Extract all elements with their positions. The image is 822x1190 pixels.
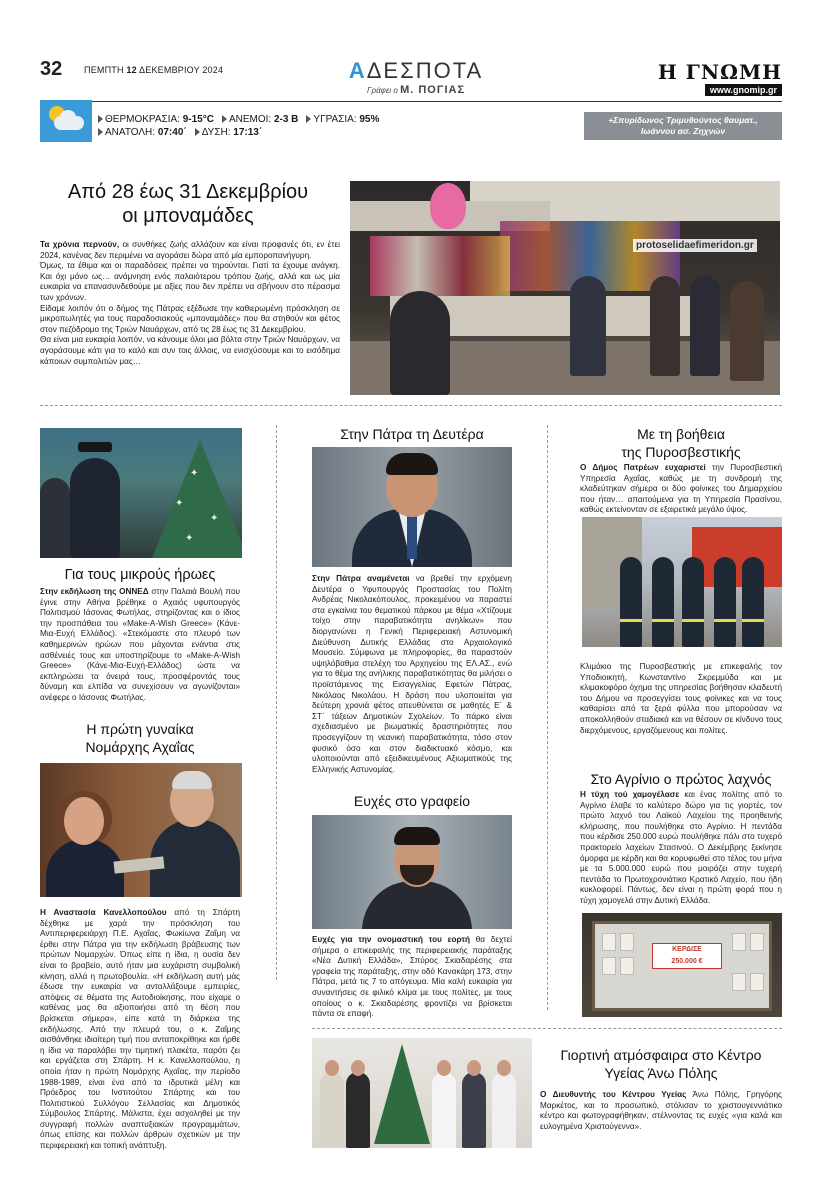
weather-row-2: ΑΝΑΤΟΛΗ: 07:40΄ ΔΥΣΗ: 17:13΄ [98,127,262,138]
christmas-tree-photo: ✦ ✦ ✦ ✦ [40,428,242,558]
firefighters-photo [582,517,782,647]
woman-headline: Η πρώτη γυναίκα Νομάρχης Αχαΐας [85,721,195,755]
lead-headline: Από 28 έως 31 Δεκεμβρίου οι μποναμάδες [67,181,309,227]
triangle-bullet-icon [98,115,103,123]
column-rule [547,425,548,1010]
lead-body: Τα χρόνια περνούν, οι συνθήκες ζωής αλλάζουν και είναι προφανές ότι, εν έτει 2024, κανένας δεν περιμένει να αγοράσει δώρα από μία εμποροπανήγυρη. Όμως, τα έθιμα και οι παραδόσεις πρέπει να τηρούνται. Γιατί τα έχουμε ανάγκη. Και όχι μόνο ως… ανάμνηση ενός παλαιότερου τρόπου ζωής, αλλά και ως μία ευκαιρία να επανασυνδεθούμε με αξίες που δεν πρέπει να σβήνουν στο πέρασμα των χρόνων. Είδαμε λοιπόν ότι ο δήμος της Πάτρας εξέδωσε την καθιερωμένη πρόσκληση σε μικροπωλητές για τους παραδοσιακούς «μποναμάδες» που θα στηθούν και φέτος στον πεζόδρομο της Τριών Ναυάρχων, από τις 28 έως τις 31 Δεκεμβρίου. Θα είναι μια ευκαιρία λοιπόν, να κάνουμε όλοι μια βόλτα στην Τριών Ναυάρχων, να αγοράσουμε κάτι για το καλό και συν τοις άλλοις, να ενισχύσουμε και το εισόδημα κάποιων συμπολιτών μας… [40,240,340,366]
minister-portrait-photo [312,447,512,567]
newspaper-logo: Η ΓΝΩΜΗ [657,60,782,84]
weather-bar [40,100,782,140]
office-headline: Ευχές στο γραφείο [353,793,471,809]
triangle-bullet-icon [98,128,103,136]
column-title: ΑΔΕΣΠΟΤΑ [348,58,484,83]
heroes-body: Στην εκδήλωση της ΟΝΝΕΔ στην Παλαιά Βουλή που έγινε στην Αθήνα βρέθηκε ο Αχαιός υφυπουργός Πολιτισμού Ιάσονας Φωτήλας, στηρίζοντας και ο ίδιος την προσπάθεια του «Make-A-Wish Greece» (Κάνε-Μια-Ευχή Ελλάδος). «Στεκόμαστε στο πλευρό των καθημερινών ηρώων που μάχονται ενάντια στις ασθένειές τους και υποστηρίζουμε το «Make-A-Wish Greece» (Κάνε-Μια-Ευχή-Ελλάδος) ώστε να εκπληρώσει τα όνειρά τους, προσφέροντάς τους δύναμη και ελπίδα να συνεχίσουν να αγωνίζονται» ανέφερε ο Ιάσονας Φωτήλας. [40,587,240,702]
triangle-bullet-icon [306,115,311,123]
fire-headline: Με τη βοήθεια της Πυροσβεστικής [621,426,741,460]
triangle-bullet-icon [222,115,227,123]
heroes-headline: Για τους μικρούς ήρωες [64,567,216,583]
column-masthead [336,58,496,96]
section-divider [40,405,782,406]
date-day: ΠΕΜΠΤΗ [84,65,124,75]
health-center-staff-photo [312,1038,532,1148]
name-day-box: +Σπυρίδωνος Τριμυθούντος θαυματ., Ιωάννου ασ. Ζηχνών [584,112,782,140]
sun-cloud-icon [40,100,92,142]
winning-sign: ΚΕΡΔΙΣΕ 250.000 € [652,943,722,969]
award-ceremony-photo [40,763,242,897]
column-byline: Γράφει ο Μ. ΠΟΓΙΑΣ [366,84,466,96]
issue-date [84,65,223,75]
weather-row-1: ΘΕΡΜΟΚΡΑΣΙΑ: 9-15°C ΑΝΕΜΟΙ: 2-3 Β ΥΓΡΑΣΙΑ: 95% [98,114,379,125]
plush-toy-figure [430,183,466,229]
office-body: Ευχές για την ονομαστική του εορτή θα δεχτεί σήμερα ο επικεφαλής της περιφερειακής παράταξης «Νέα Δυτική Ελλάδα», Σπύρος Σκιαδαρέσης στα γραφεία της παράταξης, στην οδό Κανακάρη 173, στην Πάτρα, μετά τις 7 το απόγευμα. Μία καλή ευκαιρία για συναντήσεις σε φιλικό κλίμα με τους πολίτες, με τους οποίους ο κ. Σκιαδαρέσης φροντίζει να βρίσκεται πάντα σε επαφή. [312,935,513,1019]
fire-body: Ο Δήμος Πατρέων ευχαριστεί την Πυροσβεστική Υπηρεσία Αχαΐας, καθώς με τη συνδρομή της κλαδεύτηκαν σήμερα οι δύο φοίνικες του Δημαρχείου που ήταν… απαιτούμενα για τη Υπηρεσία Πρασίνου, καθώς εκτείνονταν σε εξαιρετικά μεγάλο ύψος. [580,463,783,515]
lottery-body: Η τύχη τού χαμογέλασε και ένας πολίτης από το Αγρίνιο έλαβε το καλύτερο δώρο για τις γιορτές, τον πρώτο λαχνό του Λαϊκού Λαχείου της προηθεινής κλήρωσης, που πουλήθηκε στο Αγρίνιο. Η πεντάδα που κέρδισε 250.000 ευρώ πουλήθηκε πάλι στο τυχερό πρακτορείο λαχείων Στασινού. Ο Δεκέμβρης ξεκίνησε όμορφα με κέρδη και θα κορυφωθεί στο τέλος του μήνα με τα 5.000.000 ευρώ που μοιράζει στην τυχερή πεντάδα το Πρωτοχρονιάτικο Κρατικό Λαχείο, που ήδη κυκλοφορεί. Πάντως, δεν είναι η πρώτη φορά που η τύχη χαμογελά στην Δυτική Ελλάδα. [580,790,782,905]
monday-body: Στην Πάτρα αναμένεται να βρεθεί την ερχόμενη Δευτέρα ο Υφυπουργός Προστασίας του Πολίτη Ανδρέας Νικολακόπουλος, προκειμένου να παραστεί στα εγκαίνια του θεματικού πάρκου με θέμα «Χτίζουμε τοίχο στην παραβατικότητα ανηλίκων» που διοργανώνει η Γενική Περιφερειακή Αστυνομική Διεύθυνση Δυτικής Ελλάδας στο Αρχαιολογικό Μουσείο. Σύμφωνα με πληροφορίες, θα παραστούν υψηλόβαθμα στελέχη του Αρχηγείου της ΕΛ.ΑΣ., ενώ για το θέμα της ανήλικης παραβατικότητας θα μιλήσει ο προϊστάμενος της Εισαγγελίας Εφετών Πάτρας, Νικόλαος Νικολάου. Η δράση που υλοποιείται για δεύτερη χρονιά φέτος απευθύνεται σε μαθητές Ε΄ & ΣΤ΄ τάξεων Δημοτικών Σχολείων. Το πάρκο είναι σχεδιασμένο με βιωματικές δραστηριότητες που προσεγγίζουν τη νεανική παραβατικότητα, τόσο στον φυσικό όσο και στον διαδικτυακό κόσμο, και υλοποιούνται από εξειδικευμένους Αξιωματικούς της Ελληνικής Αστυνομίας. [312,574,512,774]
date-rest: ΔΕΚΕΜΒΡΙΟΥ 2024 [139,65,224,75]
triangle-bullet-icon [195,128,200,136]
page-header [40,58,782,98]
health-headline: Γιορτινή ατμόσφαιρα στο Κέντρο Υγείας Άνω Πόλης [560,1047,762,1081]
health-body: Ο Διευθυντής του Κέντρου Υγείας Άνω Πόλης, Γρηγόρης Μαρκέτος, και το προσωπικό, στόλισαν το χριστουγεννιάτικο κέντρο και φωτογραφήθηκαν, στέλνοντας τις ευχές «για καλά και ευλογημένα Χριστούγεννα». [540,1090,782,1131]
fire-caption: Κλιμάκιο της Πυροσβεστικής με επικεφαλής τον Υποδιοικητή, Κωνσταντίνο Σκρεμμύδα και με κλιμακοφόρο όχημα της υπηρεσίας βοήθησαν κλαδευτή του Δήμου να προσεγγίσει τους φοίνικες και να τους καθαρίσει από τα ξερά φύλλα που μπορούσαν να αποκολληθούν σταδιακά και να θέσουν σε κίνδυνο τους διερχόμενους, εργαζόμενους και πολίτες. [580,662,782,735]
date-num: 12 [126,65,137,75]
politician-portrait-photo [312,815,512,929]
newspaper-url[interactable]: www.gnomip.gr [705,84,782,96]
christmas-market-photo [350,181,780,395]
photo-watermark: protoselidaefimeridon.gr [633,239,757,252]
page-number: 32 [40,58,63,80]
column-rule [276,425,277,980]
lottery-headline: Στο Αγρίνιο ο πρώτος λαχνός [590,771,772,787]
lottery-shop-photo [582,913,782,1017]
section-divider [312,1028,782,1029]
monday-headline: Στην Πάτρα τη Δευτέρα [340,426,484,442]
woman-body: Η Αναστασία Κανελλοπούλου από τη Σπάρτη δέχθηκε με χαρά την πρόσκληση του Αντιπεριφερειάρχη Π.Ε. Αχαΐας, Φωκίωνα Ζαΐμη να έρθει στην Πάτρα για την εκδήλωση βράβευσης των πρώτων Νομαρχών. Όπως είπε η ίδια, η ουσία δεν είναι το βραβείο, αυτό ήταν μια ευχάριστη συμβολική κίνηση, αλλά η πρωτοβουλία. «Η εκδήλωση αυτή μάς έδωσε την ευκαιρία να ανταλλάξουμε εμπειρίες, απόψεις σε θέματα της Αυτοδιοίκησης, που είχαμε ο καθένας μας θα αξιοποιήσει από τη θέση που βρίσκεται σήμερα», είπε κατά τη διάρκεια της εκδήλωσης. Από την πλευρά του, ο κ. Ζαΐμης αισθάνθηκε ιδιαίτερη τιμή που ανταποκρίθηκε και ήρθε η ίδια να παραλάβει την τιμητική πλακέτα, παρότι ζει και εργάζεται στη Σπάρτη. Η κ. Κανελλοπούλου, η οποία ήταν η πρώτη Νομάρχης Αχαΐας, την περίοδο 1988-1989, είναι ένα από τα ιδρυτικά μέλη και Πρόεδρος του Ινστιτούτου Σπάρτης και του Πολιτιστικού Συλλόγου Σελλασίας και Δημοτικός Σύμβουλος Σπάρτης. Μάλιστα, έχει ασχοληθεί με την συγγραφή πολλών αναπτυξιακών προγραμμάτων, όπως επίσης και πολλών άρθρων σχετικών με την περιφερειακή και τοπική ανάπτυξη. [40,908,241,1151]
